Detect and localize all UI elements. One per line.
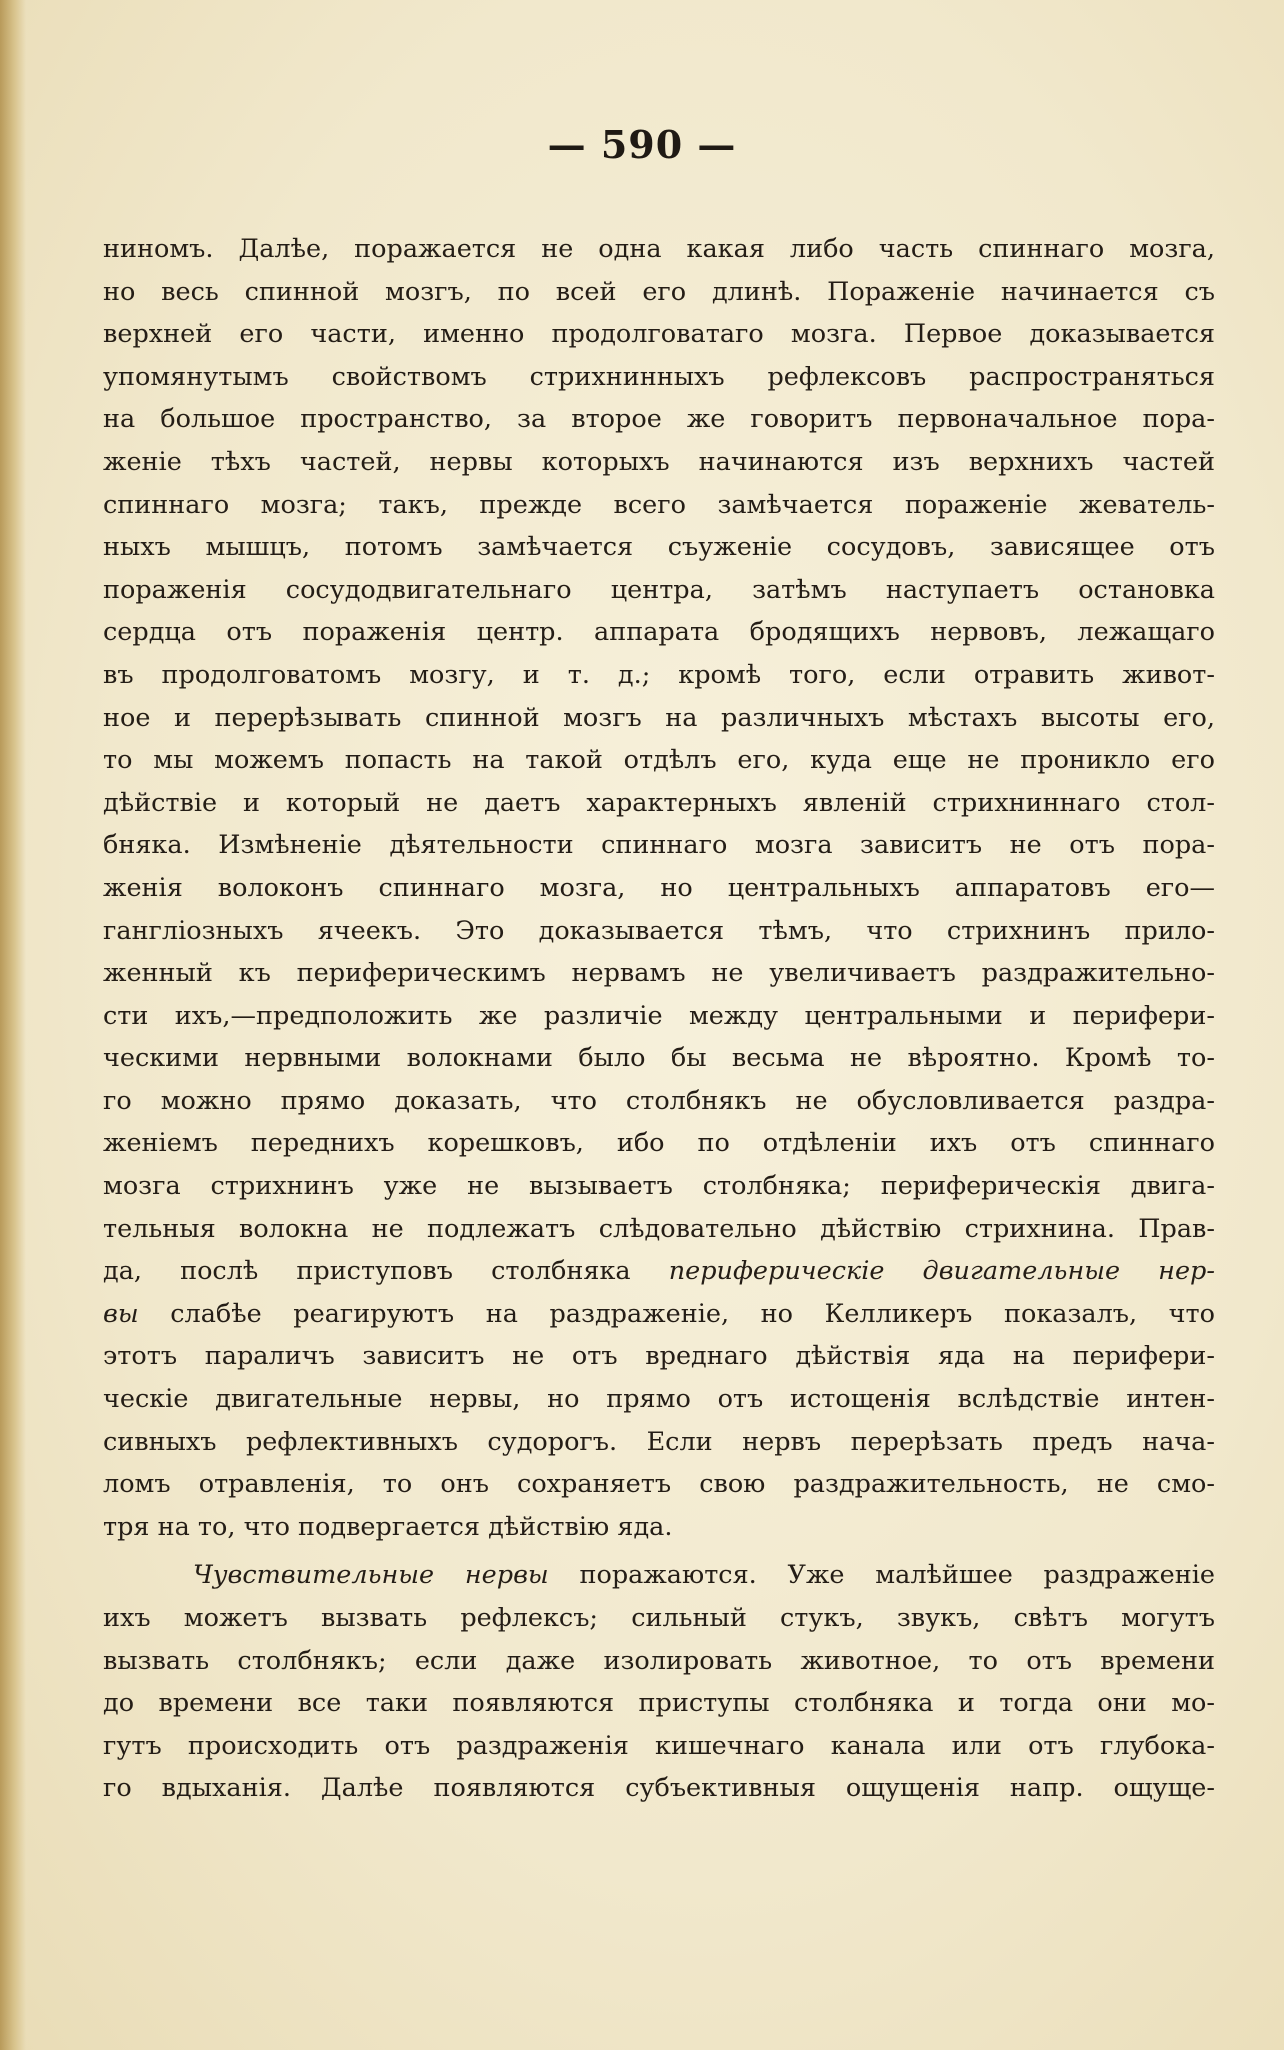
text-line: вызвать столбнякъ; если даже изолировать животное, то отъ времени [103, 1645, 1215, 1676]
text-run: поражаются. Уже малѣйшее раздраженіе [548, 1560, 1215, 1591]
text-line: этотъ параличъ зависитъ не отъ вреднаго дѣйствія яда на перифери- [103, 1341, 1215, 1372]
text-line: то мы можемъ попасть на такой отдѣлъ его, куда еще не проникло его [103, 745, 1215, 776]
text-line: сти ихъ,—предположить же различіе между центральными и перифери- [103, 1000, 1215, 1031]
text-line: дѣйствіе и который не даетъ характерныхъ явленій стрихниннаго стол- [103, 787, 1215, 818]
text-line: на большое пространство, за второе же говоритъ первоначальное пора- [103, 404, 1215, 435]
text-line: ческіе двигательные нервы, но прямо отъ истощенія вслѣдствіе интен- [103, 1384, 1215, 1415]
body-text [103, 228, 1215, 1810]
text-line: ческими нервными волокнами было бы весьма не вѣроятно. Кромѣ то- [103, 1043, 1215, 1074]
italic-term: периферическіе двигательные нер- [668, 1256, 1215, 1287]
text-run: да, послѣ приступовъ столбняка [103, 1256, 669, 1287]
text-line: женія волоконъ спиннаго мозга, но центральныхъ аппаратовъ его— [103, 872, 1215, 903]
text-line: но весь спинной мозгъ, по всей его длинѣ. Пораженіе начинается съ [103, 276, 1215, 307]
page-number: — 590 — [547, 122, 737, 167]
page-spine-shadow [0, 0, 26, 2050]
text-run: слабѣе реагируютъ на раздраженіе, но Келликеръ показалъ, что [138, 1298, 1215, 1329]
text-line: женіе тѣхъ частей, нервы которыхъ начинаются изъ верхнихъ частей [103, 446, 1215, 477]
text-line: пораженія сосудодвигательнаго центра, затѣмъ наступаетъ остановка [103, 574, 1215, 605]
text-line: гутъ происходить отъ раздраженія кишечнаго канала или отъ глубока- [103, 1730, 1215, 1761]
text-line: ихъ можетъ вызвать рефлексъ; сильный стукъ, звукъ, свѣтъ могутъ [103, 1603, 1215, 1633]
text-line: сердца отъ пораженія центр. аппарата бродящихъ нервовъ, лежащаго [103, 617, 1215, 648]
text-line: спиннаго мозга; такъ, прежде всего замѣчается пораженіе жеватель- [103, 489, 1215, 520]
text-line: ное и перерѣзывать спинной мозгъ на различныхъ мѣстахъ высоты его, [103, 702, 1215, 733]
text-line: бняка. Измѣненіе дѣятельности спиннаго мозга зависитъ не отъ пора- [103, 830, 1215, 861]
text-line: го можно прямо доказать, что столбнякъ не обусловливается раздра- [103, 1085, 1215, 1116]
text-line-with-italic [103, 1250, 1215, 1293]
text-line: женный къ периферическимъ нервамъ не увеличиваетъ раздражительно- [103, 958, 1215, 989]
text-line: сивныхъ рефлективныхъ судорогъ. Если нервъ перерѣзать предъ нача- [103, 1426, 1215, 1457]
italic-term: вы [103, 1298, 139, 1329]
text-line-with-italic [103, 1293, 1215, 1336]
text-line: упомянутымъ свойствомъ стрихнинныхъ рефлексовъ распространяться [103, 361, 1215, 392]
text-line: ломъ отравленія, то онъ сохраняетъ свою раздражительность, не смо- [103, 1469, 1215, 1500]
paragraph-first-line [103, 1554, 1215, 1597]
italic-term: Чувствительные нервы [193, 1560, 549, 1591]
text-line: женіемъ переднихъ корешковъ, ибо по отдѣленіи ихъ отъ спиннаго [103, 1128, 1215, 1159]
text-line: ныхъ мышцъ, потомъ замѣчается съуженіе сосудовъ, зависящее отъ [103, 532, 1215, 563]
text-line: мозга стрихнинъ уже не вызываетъ столбняка; периферическія двига- [103, 1171, 1215, 1202]
text-line: го вдыханія. Далѣе появляются субъективныя ощущенія напр. ощуще- [103, 1773, 1215, 1804]
text-line: ниномъ. Далѣе, поражается не одна какая либо часть спиннаго мозга, [103, 234, 1215, 264]
text-line: тельныя волокна не подлежатъ слѣдовательно дѣйствію стрихнина. Прав- [103, 1213, 1215, 1244]
paragraph-last-line: тря на то, что подвергается дѣйствію яда. [103, 1511, 673, 1542]
text-line: ганглiозныхъ ячеекъ. Это доказывается тѣмъ, что стрихнинъ прило- [103, 915, 1215, 946]
text-line: до времени все таки появляются приступы столбняка и тогда они мо- [103, 1688, 1215, 1719]
text-line: въ продолговатомъ мозгу, и т. д.; кромѣ того, если отравить живот- [103, 659, 1215, 690]
text-line: верхней его части, именно продолговатаго мозга. Первое доказывается [103, 319, 1215, 350]
